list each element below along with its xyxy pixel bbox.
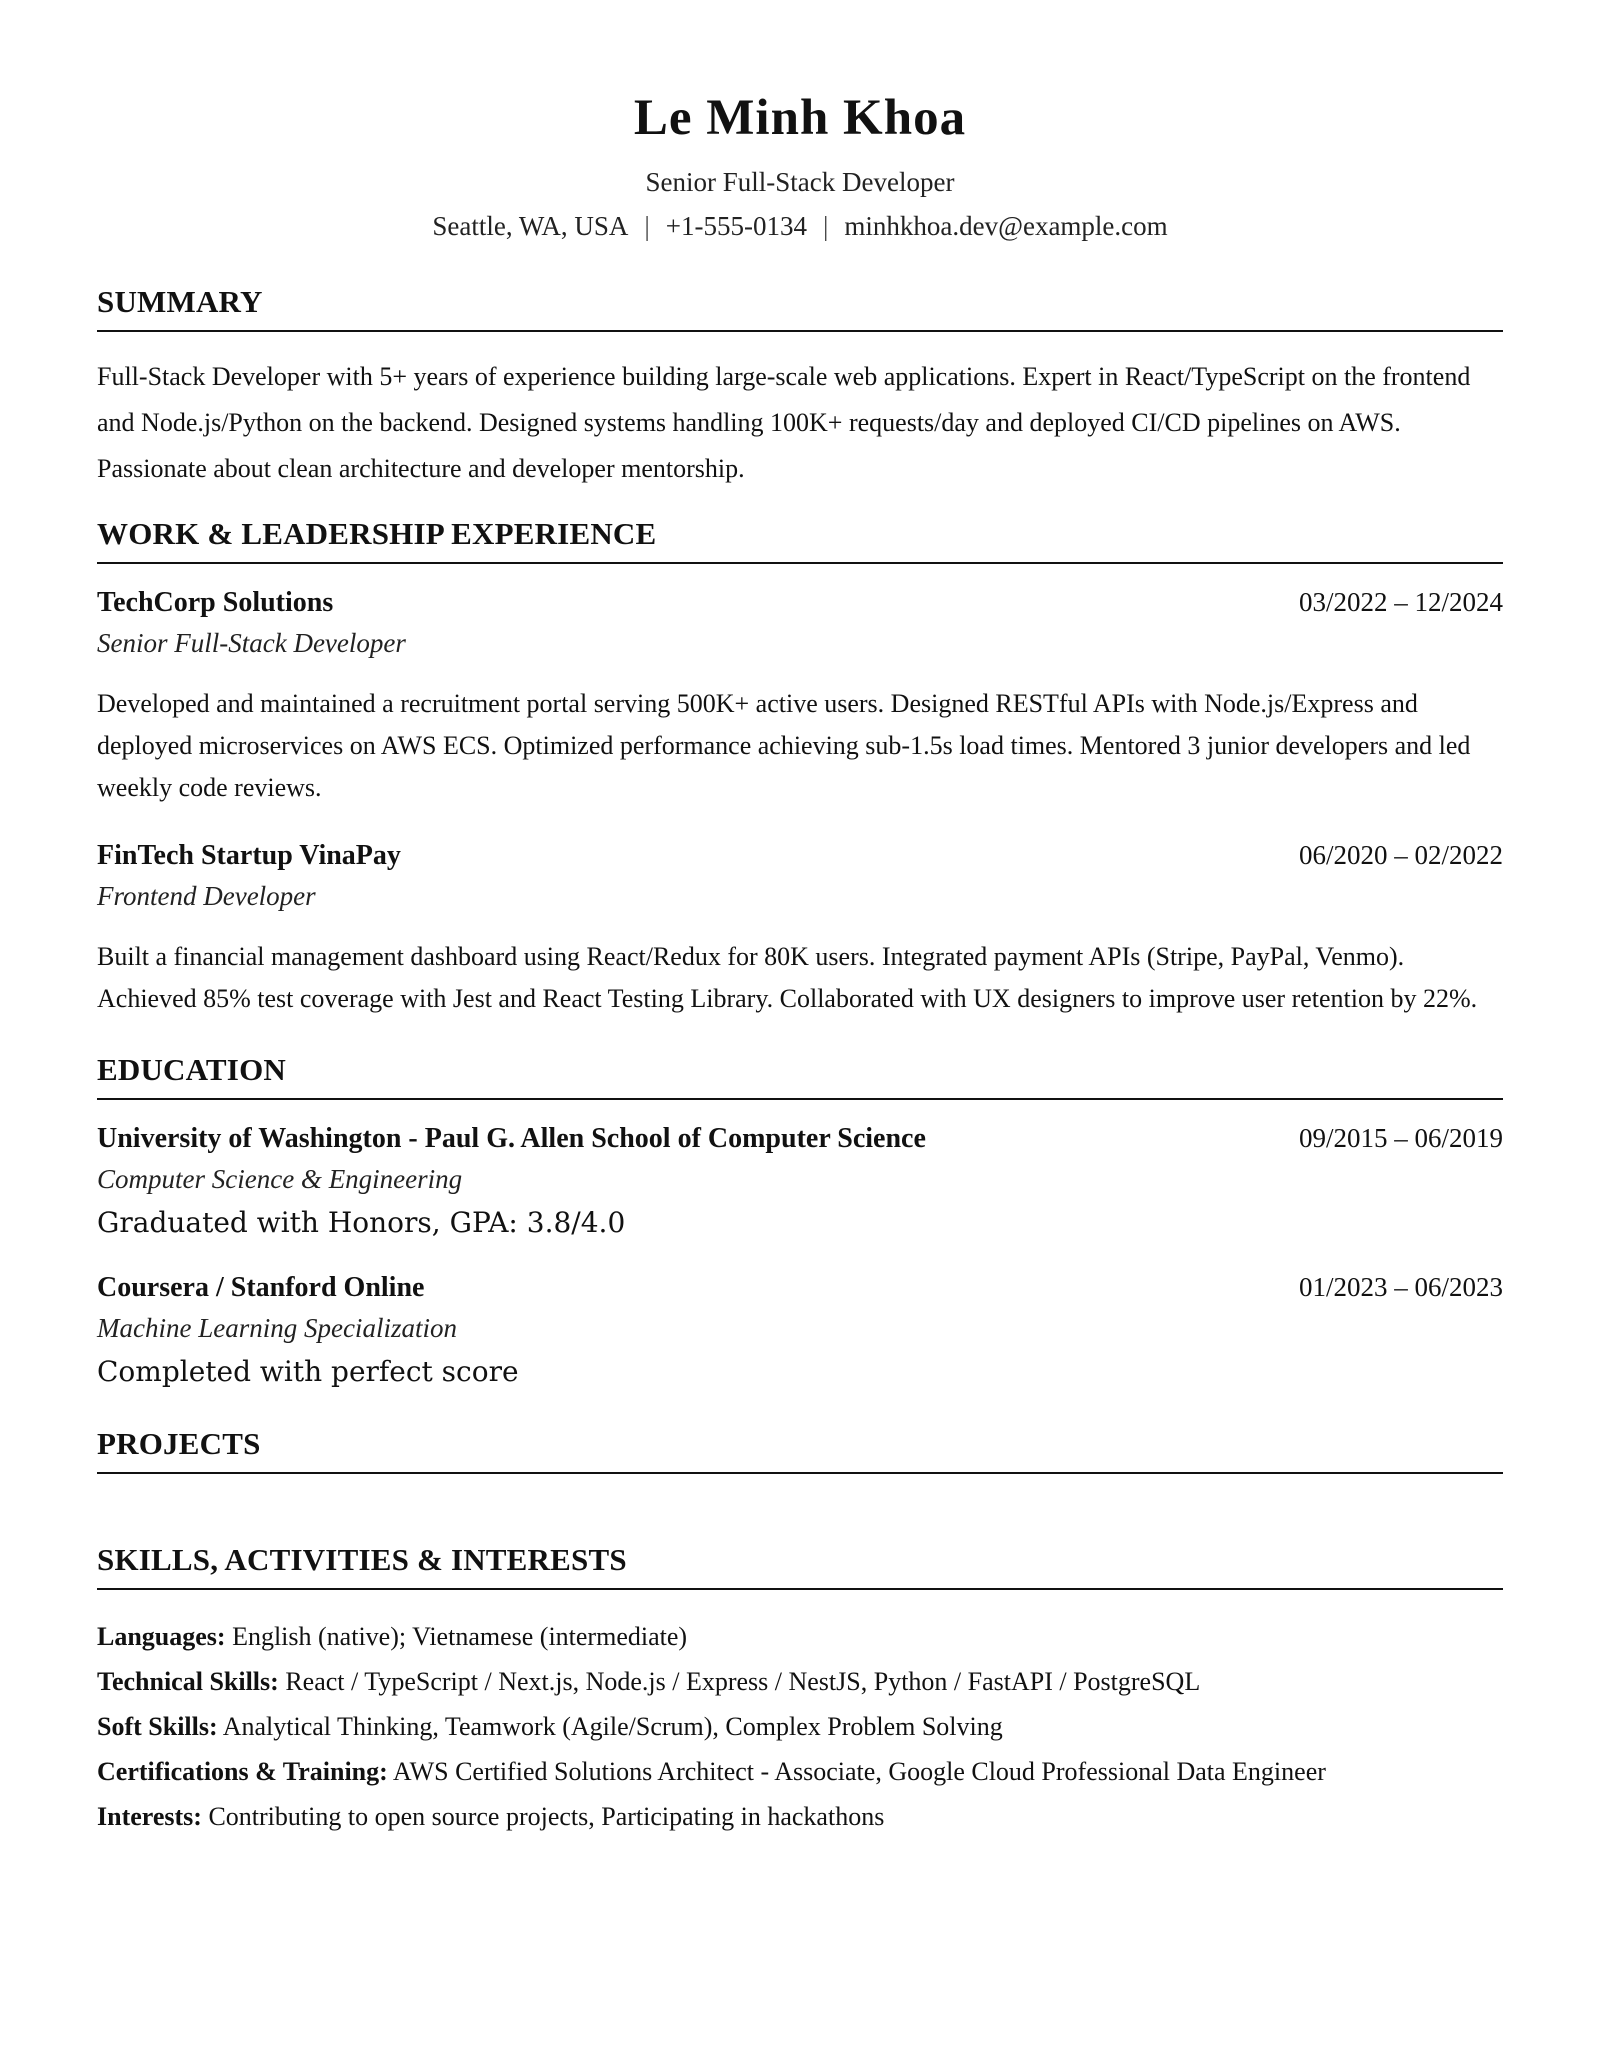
skill-label: Certifications & Training:: [97, 1757, 388, 1786]
entry-description: Developed and maintained a recruitment portal serving 500K+ active users. Designed RESTful APIs with Node.js/Express and deployed microservices on AWS ECS. Optimized performance achieving sub-1.5s load times. Mentored 3 junior developers and led weekly code reviews.: [97, 689, 1471, 802]
candidate-title: Senior Full-Stack Developer: [645, 167, 955, 197]
entry-note: Completed with perfect score: [97, 1355, 519, 1388]
entry-dates: 06/2020 – 02/2022: [1298, 840, 1503, 870]
contact-separator: |: [644, 211, 650, 241]
skill-row-languages: [97, 1614, 1503, 1659]
skill-value: AWS Certified Solutions Architect - Associate, Google Cloud Professional Data Engineer: [392, 1757, 1326, 1786]
education-entry: [97, 1267, 1503, 1394]
skill-row-interests: [97, 1794, 1503, 1839]
entry-dates: 01/2023 – 06/2023: [1298, 1272, 1503, 1302]
education-section: [97, 1050, 1503, 1394]
contact-line: [97, 208, 1503, 244]
entry-role: Senior Full-Stack Developer: [97, 628, 406, 658]
skill-row-soft: [97, 1704, 1503, 1749]
entry-note: Graduated with Honors, GPA: 3.8/4.0: [97, 1206, 626, 1239]
experience-entry: [97, 835, 1503, 1020]
entry-organization: FinTech Startup VinaPay: [97, 840, 401, 871]
entry-dates: 03/2022 – 12/2024: [1298, 587, 1503, 617]
contact-separator: |: [822, 211, 829, 241]
skill-label: Interests:: [97, 1802, 202, 1831]
skill-value: Analytical Thinking, Teamwork (Agile/Scrum), Complex Problem Solving: [222, 1712, 1003, 1741]
skill-row-certifications: [97, 1749, 1503, 1794]
education-entry: [97, 1118, 1503, 1245]
entry-header: [97, 582, 1503, 623]
contact-email: minhkhoa.dev@example.com: [844, 211, 1168, 241]
section-heading-skills: SKILLS, ACTIVITIES & INTERESTS: [97, 1540, 1503, 1590]
experience-entry: [97, 582, 1503, 809]
contact-location: Seattle, WA, USA: [432, 211, 629, 241]
section-heading-projects: PROJECTS: [97, 1424, 1503, 1474]
skill-value: Contributing to open source projects, Participating in hackathons: [208, 1802, 885, 1831]
entry-description: Built a financial management dashboard using React/Redux for 80K users. Integrated payment APIs (Stripe, PayPal, Venmo). Achieved 85% test coverage with Jest and React Testing Library. Collaborated with UX designers to improve user retention by 22%.: [97, 942, 1478, 1013]
entry-organization: TechCorp Solutions: [97, 587, 334, 618]
resume-header: [97, 0, 1503, 244]
skill-label: Languages:: [97, 1622, 226, 1651]
section-heading-experience: WORK & LEADERSHIP EXPERIENCE: [97, 514, 1503, 564]
skill-label: Soft Skills:: [97, 1712, 218, 1741]
summary-text: Full-Stack Developer with 5+ years of experience building large-scale web applications. Expert in React/TypeScript on the frontend and Node.js/Python on the backend. Designed systems handling 100K+ requests/day and deployed CI/CD pipelines on AWS. Passionate about clean architecture and developer mentorship.: [97, 362, 1471, 483]
entry-role: Frontend Developer: [97, 881, 316, 911]
skill-label: Technical Skills:: [97, 1667, 279, 1696]
entry-header: [97, 1118, 1503, 1159]
skill-value: English (native); Vietnamese (intermediate): [232, 1622, 688, 1651]
resume-content: [97, 0, 1503, 1839]
skill-row-technical: [97, 1659, 1503, 1704]
entry-field: Machine Learning Specialization: [97, 1313, 457, 1343]
entry-dates: 09/2015 – 06/2019: [1298, 1123, 1503, 1153]
entry-header: [97, 835, 1503, 876]
entry-organization: Coursera / Stanford Online: [97, 1272, 425, 1303]
section-heading-education: EDUCATION: [97, 1050, 1503, 1100]
projects-section: [97, 1424, 1503, 1474]
section-heading-summary: SUMMARY: [97, 282, 1503, 332]
contact-phone: +1-555-0134: [665, 211, 807, 241]
entry-header: [97, 1267, 1503, 1308]
skills-section: [97, 1540, 1503, 1839]
entry-field: Computer Science & Engineering: [97, 1164, 463, 1194]
summary-section: [97, 282, 1503, 492]
candidate-name: Le Minh Khoa: [633, 90, 967, 146]
entry-organization: University of Washington - Paul G. Allen School of Computer Science: [97, 1123, 926, 1154]
experience-section: [97, 514, 1503, 1020]
skill-value: React / TypeScript / Next.js, Node.js / Express / NestJS, Python / FastAPI / PostgreSQL: [285, 1667, 1201, 1696]
skills-list: [97, 1614, 1503, 1839]
